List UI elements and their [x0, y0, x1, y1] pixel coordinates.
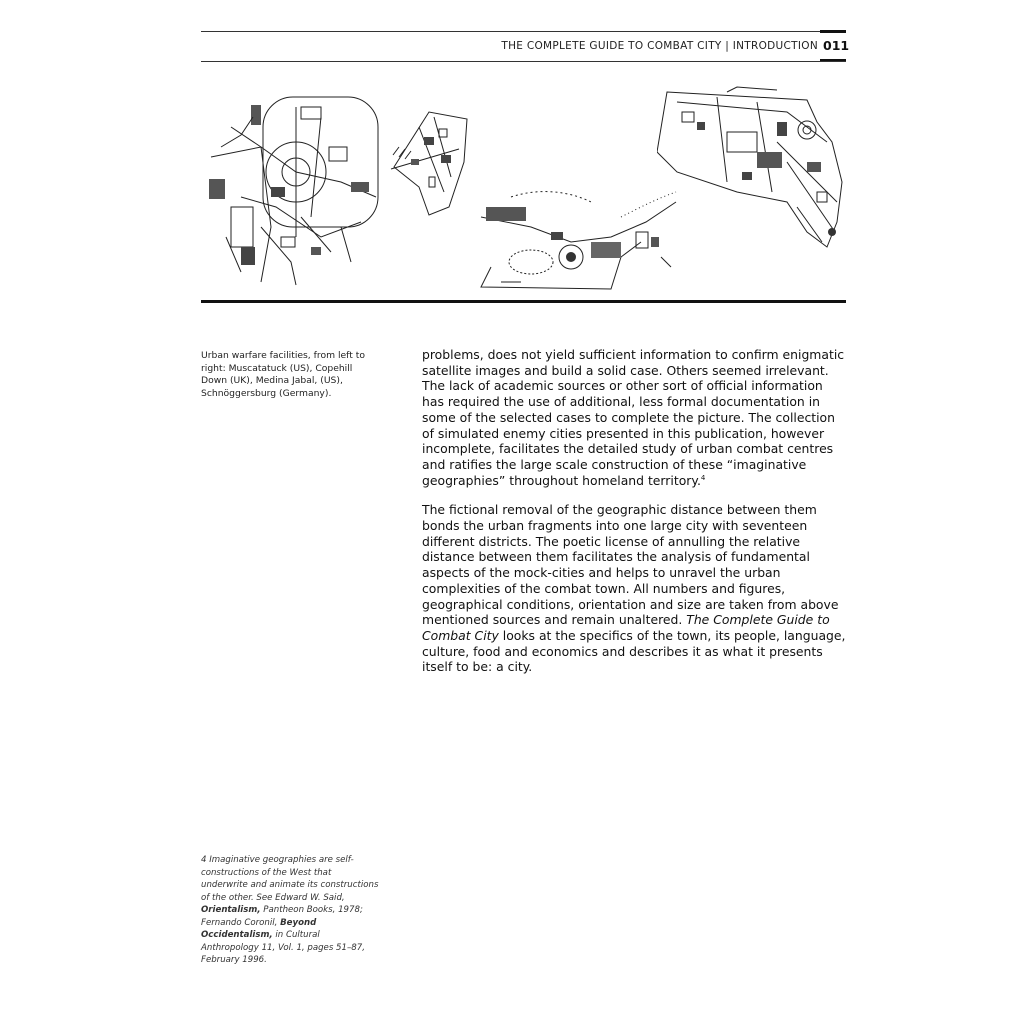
footnote-title-beyond-occidentalism: Beyond Occidentalism, [201, 917, 317, 940]
footnote-text-b: Pantheon Books, 1978; Fernando Coronil, [201, 905, 363, 928]
map-schnoggersburg [657, 82, 846, 250]
book-title: The Complete Guide to Combat City [422, 612, 830, 643]
paragraph-1 [422, 347, 846, 488]
map-copehill-down [389, 107, 471, 217]
map-muscatatuck [201, 87, 391, 287]
page-number-tab-top [820, 30, 846, 33]
body-text [422, 347, 846, 689]
map-medina-jabal [471, 187, 686, 292]
figure-bottom-rule [201, 300, 846, 303]
footnote-title-orientalism: Orientalism, [201, 905, 261, 915]
header-rule-top [201, 31, 846, 32]
footnote-reference: 4 [700, 473, 706, 482]
footnote-4 [201, 854, 379, 967]
paragraph-1-text: problems, does not yield sufficient information to confirm enigmatic satellite images and build a solid case. Others seemed irrelevant. The lack of academic sources or other sort of official information has required the use of additional, less formal documentation in some of the selected cases to complete the picture. The collection of simulated enemy cities presented in this publication, however incomplete, facilitates the detailed study of urban combat centres and ratifies the large scale construction of these “imaginative geographies” throughout homeland territory. [422, 347, 845, 488]
site-plans-figure [201, 82, 846, 292]
running-head: THE COMPLETE GUIDE TO COMBAT CITY | INTRODUCTION [501, 40, 818, 52]
page-number: 011 [823, 38, 850, 53]
paragraph-2 [422, 502, 846, 675]
footnote-text-c: in Cultural Anthropology 11, Vol. 1, pages 51–87, February 1996. [201, 930, 365, 965]
footnote-text-a: 4 Imaginative geographies are self-constructions of the West that underwrite and animate its constructions of the other. See Edward W. Said, [201, 855, 379, 903]
paragraph-2-text-a: The fictional removal of the geographic distance between them bonds the urban fragments into one large city with seventeen different districts. The poetic license of annulling the relative distance between them facilitates the analysis of fundamental aspects of the mock-cities and helps to unravel the urban complexities of the combat town. All numbers and figures, geographical conditions, orientation and size are taken from above mentioned sources and remain unaltered. [422, 502, 839, 628]
figure-caption: Urban warfare facilities, from left to right: Muscatatuck (US), Copehill Down (UK), Medina Jabal, (US), Schnöggersburg (Germany). [201, 350, 365, 399]
paragraph-2-text-b: looks at the specifics of the town, its people, language, culture, food and economics and describes it as what it presents itself to be: a city. [422, 627, 846, 675]
header-rule-bottom [201, 61, 846, 62]
